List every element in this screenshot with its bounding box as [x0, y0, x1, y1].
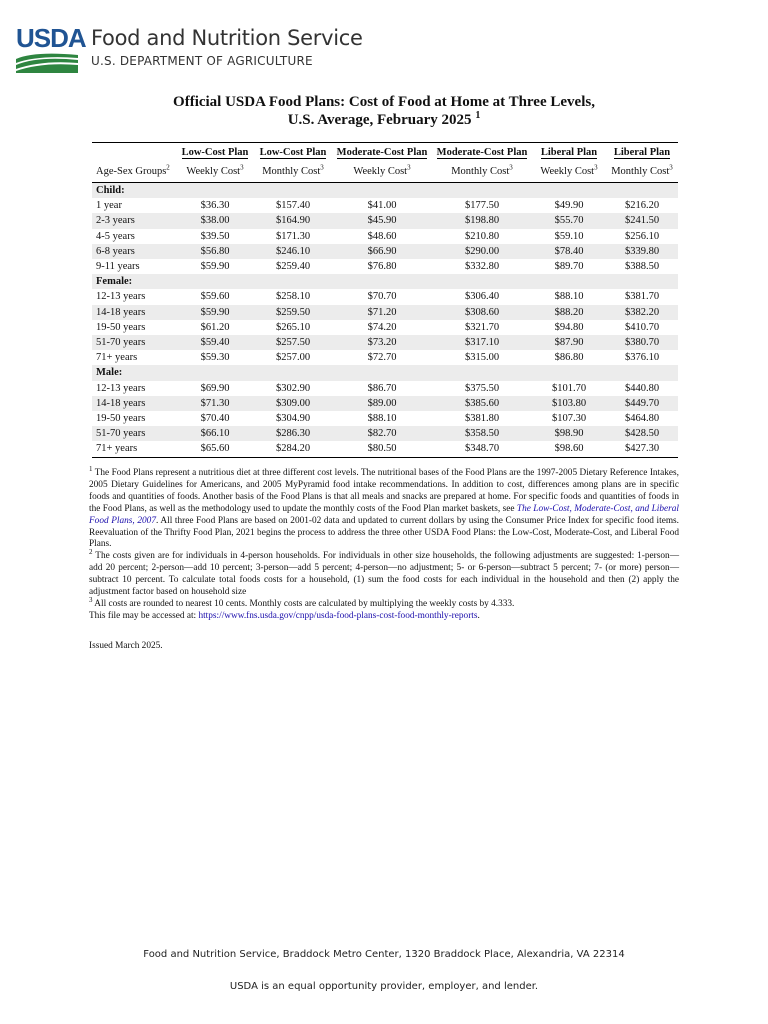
table-row [92, 305, 678, 320]
age-group-cell: 9-11 years [96, 261, 140, 273]
cost-cell: $59.10 [554, 230, 584, 242]
group-label: Child: [92, 183, 176, 199]
empty-cell [432, 183, 532, 199]
table-row [92, 244, 678, 259]
monthly-reports-link[interactable]: https://www.fns.usda.gov/cnpp/usda-food-plans-cost-food-monthly-reports [198, 610, 478, 621]
cost-cell: $258.10 [275, 291, 311, 303]
cost-cell: $94.80 [554, 321, 584, 333]
table-row [92, 350, 678, 365]
cost-cell: $88.20 [532, 305, 606, 320]
agency-name: Food and Nutrition Service [91, 26, 363, 50]
cost-cell: $339.80 [606, 244, 678, 259]
table-row [92, 396, 678, 411]
department-name: U.S. DEPARTMENT OF AGRICULTURE [91, 54, 313, 68]
cost-cell: $80.50 [332, 441, 432, 457]
title-line-1: Official USDA Food Plans: Cost of Food at Home at Three Levels, [173, 94, 595, 110]
cost-cell: $101.70 [551, 382, 587, 394]
cost-cell: $449.70 [606, 396, 678, 411]
age-group-cell: 2-3 years [92, 213, 176, 228]
plan-header-row [92, 143, 678, 163]
cost-cell: $246.10 [254, 244, 332, 259]
cost-cell: $59.30 [200, 352, 230, 364]
cost-cell: $241.50 [606, 213, 678, 228]
plan-header: Low-Cost Plan [259, 147, 327, 158]
empty-cell [432, 365, 532, 380]
cost-cell: $216.20 [624, 200, 660, 212]
plan-header: Low-Cost Plan [181, 147, 249, 158]
cost-cell: $98.60 [532, 441, 606, 457]
cost-header: Monthly Cost$^3$ [432, 162, 532, 183]
footer-equal-opportunity: USDA is an equal opportunity provider, employer, and lender. [229, 981, 539, 992]
usda-logo-text: USDA [16, 23, 86, 53]
cost-cell: $72.70 [367, 352, 397, 364]
group-header-row [92, 274, 678, 289]
cost-cell: $61.20 [200, 321, 230, 333]
cost-cell: $38.00 [176, 213, 254, 228]
footnote-3: $^3$ All costs are rounded to nearest 10 cents. Monthly costs are calculated by multiplying the weekly costs by 4.333. [89, 595, 515, 609]
cost-cell: $78.40 [532, 244, 606, 259]
empty-cell [254, 274, 332, 289]
age-sex-groups-header: Age-Sex Groups$^2$ [92, 162, 176, 183]
cost-cell: $59.60 [200, 291, 230, 303]
cost-cell: $41.00 [367, 200, 397, 212]
cost-cell: $284.20 [254, 441, 332, 457]
cost-cell: $380.70 [606, 335, 678, 350]
table-row [92, 335, 678, 350]
age-group-cell: 19-50 years [96, 321, 146, 333]
cost-cell: $321.70 [464, 321, 500, 333]
cost-cell: $71.30 [176, 396, 254, 411]
table-row [92, 441, 678, 457]
cost-cell: $49.90 [554, 200, 584, 212]
issued-date: Issued March 2025. [89, 641, 163, 651]
cost-header: Monthly Cost$^3$ [254, 162, 332, 183]
table-body [92, 183, 678, 458]
cost-cell: $332.80 [464, 261, 500, 273]
cost-cell: $259.40 [275, 261, 311, 273]
table-row [92, 320, 678, 335]
table-row [92, 229, 678, 244]
table-row [92, 411, 678, 426]
footnotes [89, 464, 679, 623]
cost-cell: $210.80 [464, 230, 500, 242]
cost-cell: $70.70 [367, 291, 397, 303]
cost-cell: $376.10 [624, 352, 660, 364]
cost-cell: $48.60 [367, 230, 397, 242]
age-group-cell: 4-5 years [96, 230, 135, 242]
cost-cell: $375.50 [464, 382, 500, 394]
cost-cell: $66.10 [176, 426, 254, 441]
cost-cell: $306.40 [464, 291, 500, 303]
table-row [92, 213, 678, 228]
cost-cell: $315.00 [464, 352, 500, 364]
cost-cell: $66.90 [332, 244, 432, 259]
empty-cell [532, 274, 606, 289]
cost-cell: $304.90 [275, 413, 311, 425]
table-row [92, 426, 678, 441]
cost-cell: $39.50 [200, 230, 230, 242]
cost-cell: $358.50 [432, 426, 532, 441]
cost-cell: $59.90 [176, 305, 254, 320]
cost-cell: $440.80 [624, 382, 660, 394]
cost-cell: $317.10 [432, 335, 532, 350]
title-line-2-text: U.S. Average, February 2025 [287, 112, 472, 128]
age-group-cell: 6-8 years [92, 244, 176, 259]
blank-header-cell [92, 143, 176, 163]
cost-cell: $65.60 [176, 441, 254, 457]
cost-cell: $428.50 [606, 426, 678, 441]
cost-cell: $286.30 [254, 426, 332, 441]
age-group-cell: 19-50 years [96, 413, 146, 425]
plan-header: Liberal Plan [613, 147, 671, 158]
cost-header-row [92, 162, 678, 183]
cost-cell: $171.30 [275, 230, 311, 242]
footnote-2: $^2$ The costs given are for individuals in 4-person households. For individuals in other size households, the following adjustments are suggested: 1-person—add 20 percent; 2-person—add 10 percent; 3-person—add 5 percent; 4-person—no adjustment; 5- or 6-person—subtract 5 percent; 7- (or more) person—subtract 10 percent. To calculate total foods costs for a household, (1) sum the food costs for each individual in the household and then (2) apply the adjustment factor based on household size [89, 548, 679, 598]
cost-cell: $76.80 [367, 261, 397, 273]
age-group-cell: 14-18 years [92, 396, 176, 411]
age-group-cell: 12-13 years [96, 291, 146, 303]
cost-cell: $309.00 [254, 396, 332, 411]
table-row [92, 198, 678, 213]
table-row [92, 381, 678, 396]
cost-cell: $86.80 [554, 352, 584, 364]
age-group-cell: 51-70 years [92, 426, 176, 441]
empty-cell [606, 274, 678, 289]
access-note: This file may be accessed at: https://www.fns.usda.gov/cnpp/usda-food-plans-cost-food-monthly-reports. [89, 610, 480, 621]
empty-cell [332, 183, 432, 199]
age-group-cell: 71+ years [96, 352, 138, 364]
cost-cell: $381.70 [624, 291, 660, 303]
empty-cell [332, 274, 432, 289]
cost-header: Monthly Cost$^3$ [606, 162, 678, 183]
cost-cell: $86.70 [367, 382, 397, 394]
empty-cell [432, 274, 532, 289]
empty-cell [606, 365, 678, 380]
empty-cell [332, 365, 432, 380]
cost-cell: $59.90 [200, 261, 230, 273]
plan-header: Liberal Plan [540, 147, 598, 158]
cost-cell: $69.90 [200, 382, 230, 394]
age-group-cell: 51-70 years [92, 335, 176, 350]
age-group-cell: 1 year [96, 200, 122, 212]
empty-cell [176, 274, 254, 289]
cost-cell: $164.90 [254, 213, 332, 228]
usda-logo [16, 23, 86, 72]
cost-cell: $198.80 [432, 213, 532, 228]
cost-cell: $256.10 [624, 230, 660, 242]
footer-address: Food and Nutrition Service, Braddock Metro Center, 1320 Braddock Place, Alexandria, VA 22314 [143, 949, 625, 960]
cost-cell: $381.80 [464, 413, 500, 425]
document-title [0, 93, 768, 129]
cost-cell: $36.30 [200, 200, 230, 212]
cost-cell: $88.10 [367, 413, 397, 425]
cost-cell: $74.20 [367, 321, 397, 333]
empty-cell [532, 183, 606, 199]
empty-cell [176, 365, 254, 380]
food-plan-cost-table [92, 142, 678, 458]
footnote-1: $^1$ The Food Plans represent a nutritious diet at three different cost levels. The nutritional bases of the Food Plans are the 1997-2005 Dietary Reference Intakes, 2005 Dietary Guidelines for Americans, and 2005 MyPyramid food intake recommendations. In addition to cost, differences among plans are in specific foods and quantities of foods. Another basis of the Food Plans is that all meals and snacks are prepared at home. For specific foods and quantities of foods in the Food Plans, as well as the methodology used to update the monthly costs of the Food Plan market baskets, see The Low-Cost, Moderate-Cost, and Liberal Food Plans, 2007. All three Food Plans are based on 2001-02 data and updated to current dollars by using the Consumer Price Index for specific food items. Reevaluation of the Thrifty Food Plan, 2021 begins the process to address the three other USDA Food Plans: the Low-Cost, Moderate-Cost, and Liberal Food Plans. [89, 464, 679, 550]
cost-cell: $385.60 [432, 396, 532, 411]
cost-cell: $55.70 [532, 213, 606, 228]
cost-cell: $290.00 [432, 244, 532, 259]
cost-cell: $257.50 [254, 335, 332, 350]
group-header-row [92, 365, 678, 380]
empty-cell [532, 365, 606, 380]
age-group-cell: 14-18 years [92, 305, 176, 320]
table-row [92, 289, 678, 304]
cost-cell: $348.70 [432, 441, 532, 457]
cost-cell: $259.50 [254, 305, 332, 320]
group-header-row [92, 183, 678, 199]
food-plans-2007-link[interactable]: The Low-Cost, Moderate-Cost, and Liberal Food Plans, 2007 [89, 503, 679, 526]
page-header [16, 23, 363, 74]
cost-cell: $177.50 [464, 200, 500, 212]
age-group-cell: 71+ years [92, 441, 176, 457]
cost-cell: $45.90 [332, 213, 432, 228]
cost-cell: $302.90 [275, 382, 311, 394]
plan-header: Moderate-Cost Plan [336, 147, 428, 158]
cost-cell: $308.60 [432, 305, 532, 320]
empty-cell [254, 365, 332, 380]
usda-logo-wave-icon [16, 51, 78, 73]
title-footnote-ref: 1 [475, 110, 481, 121]
cost-header: Weekly Cost$^3$ [532, 162, 606, 183]
cost-cell: $410.70 [624, 321, 660, 333]
cost-cell: $107.30 [551, 413, 587, 425]
cost-cell: $157.40 [275, 200, 311, 212]
empty-cell [254, 183, 332, 199]
group-label: Female: [92, 274, 176, 289]
cost-cell: $265.10 [275, 321, 311, 333]
cost-cell: $98.90 [532, 426, 606, 441]
cost-cell: $103.80 [532, 396, 606, 411]
cost-cell: $87.90 [532, 335, 606, 350]
table-row [92, 259, 678, 274]
cost-cell: $71.20 [332, 305, 432, 320]
cost-cell: $82.70 [332, 426, 432, 441]
title-line-2 [0, 111, 768, 129]
cost-cell: $89.00 [332, 396, 432, 411]
cost-cell: $88.10 [554, 291, 584, 303]
cost-cell: $257.00 [275, 352, 311, 364]
empty-cell [606, 183, 678, 199]
cost-cell: $73.20 [332, 335, 432, 350]
cost-header: Weekly Cost$^3$ [332, 162, 432, 183]
cost-cell: $427.30 [606, 441, 678, 457]
plan-header: Moderate-Cost Plan [436, 147, 528, 158]
group-label: Male: [92, 365, 176, 380]
cost-cell: $89.70 [554, 261, 584, 273]
cost-cell: $59.40 [176, 335, 254, 350]
cost-cell: $388.50 [624, 261, 660, 273]
cost-cell: $56.80 [176, 244, 254, 259]
empty-cell [176, 183, 254, 199]
cost-cell: $70.40 [200, 413, 230, 425]
cost-header: Weekly Cost$^3$ [176, 162, 254, 183]
cost-cell: $382.20 [606, 305, 678, 320]
cost-cell: $464.80 [624, 413, 660, 425]
age-group-cell: 12-13 years [96, 382, 146, 394]
